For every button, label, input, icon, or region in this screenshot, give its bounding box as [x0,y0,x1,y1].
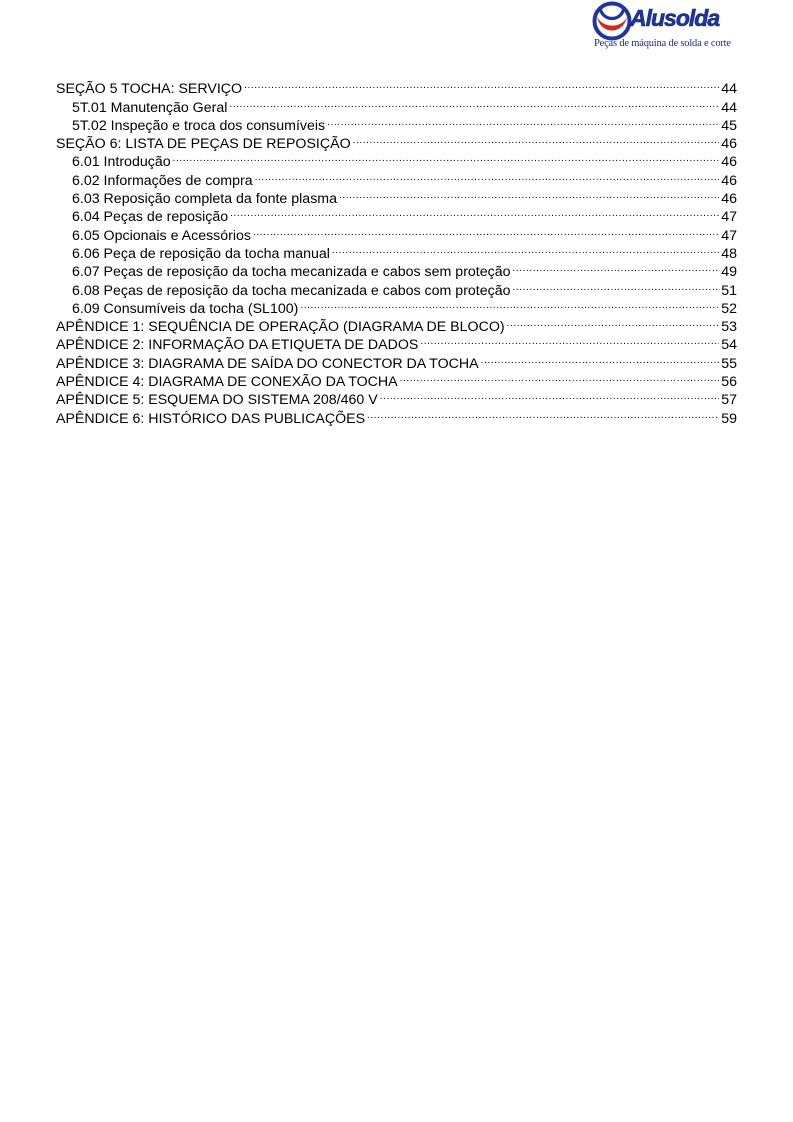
toc-entry-page: 47 [721,227,737,244]
toc-dot-leader [229,93,719,111]
toc-dot-leader [300,295,719,313]
toc-dot-leader [513,258,720,276]
toc-entry-page: 51 [721,282,737,299]
toc-entry-title: 6.02 Informações de compra [72,172,253,189]
logo-wordmark: Alusolda [630,5,720,31]
table-of-contents [56,75,737,427]
toc-entry-page: 44 [721,81,737,98]
toc-entry-title: APÊNDICE 6: HISTÓRICO DAS PUBLICAÇÕES [56,410,366,427]
toc-entry-title: APÊNDICE 1: SEQUÊNCIA DE OPERAÇÃO (DIAGRAMA DE BLOCO) [56,319,505,336]
toc-entry-page: 56 [721,374,737,391]
toc-dot-leader [481,349,720,367]
logo-tagline: Peças de máquina de solda e corte [594,38,731,49]
toc-dot-leader [367,404,719,422]
swoosh-logo-icon [592,1,632,41]
toc-dot-leader [230,203,719,221]
toc-entry-page: 46 [721,172,737,189]
toc-dot-leader [420,331,719,349]
toc-dot-leader [332,240,719,258]
toc-dot-leader [244,75,719,93]
toc-entry-title: SEÇÃO 5 TOCHA: SERVIÇO [56,81,243,98]
toc-entry-page: 53 [721,319,737,336]
toc-entry-page: 45 [721,117,737,134]
toc-entry-title: 6.07 Peças de reposição da tocha mecanizada e cabos sem proteção [72,264,511,281]
toc-dot-leader [327,112,719,130]
toc-dot-leader [253,221,719,239]
toc-entry-page: 49 [721,264,737,281]
toc-entry-page: 46 [721,191,737,208]
toc-entry-title: APÊNDICE 4: DIAGRAMA DE CONEXÃO DA TOCHA [56,374,398,391]
toc-entry-title: APÊNDICE 5: ESQUEMA DO SISTEMA 208/460 V [56,392,378,409]
toc-entry-title: 6.04 Peças de reposição [72,209,229,226]
toc-entry-page: 54 [721,337,737,354]
toc-entry-page: 48 [721,245,737,262]
toc-dot-leader [339,185,719,203]
company-logo [592,0,731,52]
toc-dot-leader [255,166,720,184]
toc-dot-leader [353,130,720,148]
toc-entry-page: 44 [721,99,737,116]
toc-entry-page: 46 [721,154,737,171]
toc-entry[interactable] [56,75,737,98]
toc-entry-title: 6.08 Peças de reposição da tocha mecanizada e cabos com proteção [72,282,511,299]
toc-dot-leader [400,368,720,386]
toc-entry-page: 46 [721,136,737,153]
toc-dot-leader [173,148,720,166]
toc-entry-page: 57 [721,392,737,409]
toc-entry-title: 6.09 Consumíveis da tocha (SL100) [72,300,299,317]
toc-entry-title: 6.06 Peça de reposição da tocha manual [72,245,330,262]
toc-entry-title: SEÇÃO 6: LISTA DE PEÇAS DE REPOSIÇÃO [56,136,351,153]
toc-entry-title: 6.03 Reposição completa da fonte plasma [72,191,337,208]
toc-entry-title: APÊNDICE 2: INFORMAÇÃO DA ETIQUETA DE DADOS [56,337,419,354]
toc-entry-title: APÊNDICE 3: DIAGRAMA DE SAÍDA DO CONECTOR DA TOCHA [56,355,479,372]
toc-dot-leader [513,276,720,294]
toc-entry-title: 6.05 Opcionais e Acessórios [72,227,252,244]
toc-dot-leader [507,313,720,331]
toc-entry-title: 5T.01 Manutenção Geral [72,99,228,116]
toc-entry-page: 59 [721,410,737,427]
toc-entry-title: 6.01 Introdução [72,154,171,171]
toc-entry-page: 47 [721,209,737,226]
toc-dot-leader [380,386,720,404]
toc-entry-page: 52 [721,300,737,317]
toc-entry-page: 55 [721,355,737,372]
toc-entry-title: 5T.02 Inspeção e troca dos consumíveis [72,117,326,134]
